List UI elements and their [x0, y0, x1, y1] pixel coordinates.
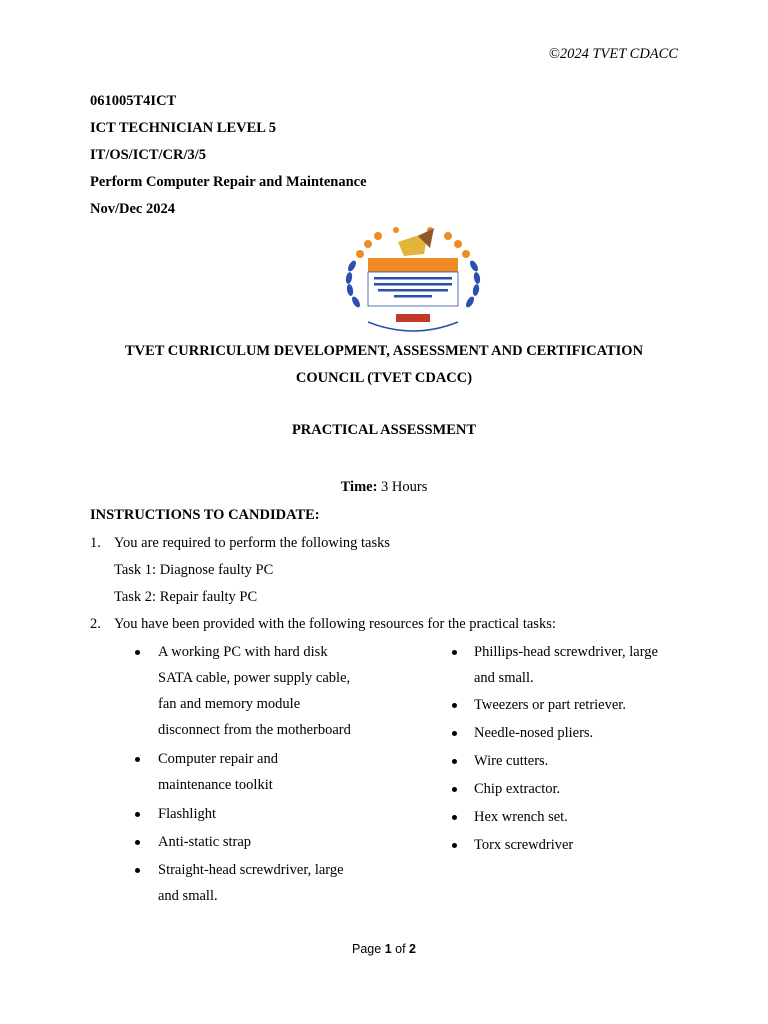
item-number: 2. — [90, 616, 101, 632]
council-title-line1: TVET CURRICULUM DEVELOPMENT, ASSESSMENT AND CERTIFICATION — [124, 343, 644, 359]
bullet-icon — [452, 843, 457, 848]
bullet-icon — [452, 759, 457, 764]
bullet-icon — [135, 840, 140, 845]
item-number: 1. — [90, 535, 101, 551]
item-text: You are required to perform the following tasks — [114, 535, 390, 551]
resource-item: and small. — [474, 670, 534, 686]
bullet-icon — [452, 815, 457, 820]
resource-item: fan and memory module — [158, 696, 301, 712]
course-code: 061005T4ICT — [90, 93, 177, 109]
exam-date: Nov/Dec 2024 — [90, 201, 175, 217]
bullet-icon — [135, 812, 140, 817]
bullet-icon — [135, 757, 140, 762]
resource-item: Wire cutters. — [474, 753, 549, 769]
resource-item: Straight-head screwdriver, large — [158, 862, 344, 878]
bullet-icon — [135, 650, 140, 655]
item-text: You have been provided with the following resources for the practical tasks: — [114, 616, 556, 632]
bullet-icon — [452, 731, 457, 736]
page-current: 1 — [384, 942, 392, 956]
bullet-icon — [452, 650, 457, 655]
bullet-icon — [452, 787, 457, 792]
task-item: Task 1: Diagnose faulty PC — [114, 562, 274, 578]
bullet-icon — [135, 868, 140, 873]
resource-item: Tweezers or part retriever. — [474, 697, 626, 713]
unit-code: IT/OS/ICT/CR/3/5 — [90, 147, 207, 163]
time-value: 3 Hours — [381, 479, 428, 495]
resource-item: disconnect from the motherboard — [158, 722, 351, 738]
page-prefix: Page — [352, 942, 385, 956]
resource-item: Anti-static strap — [158, 834, 252, 850]
resource-item: SATA cable, power supply cable, — [158, 670, 351, 686]
resource-item: Flashlight — [158, 806, 217, 822]
resource-item: Phillips-head screwdriver, large — [474, 644, 658, 660]
task-item: Task 2: Repair faulty PC — [114, 589, 258, 605]
resource-item: maintenance toolkit — [158, 777, 273, 793]
resource-item: Needle-nosed pliers. — [474, 725, 594, 741]
council-title-line2: COUNCIL (TVET CDACC) — [295, 370, 473, 386]
page-middle: of — [391, 942, 410, 956]
unit-title: Perform Computer Repair and Maintenance — [90, 174, 367, 190]
time-label: Time: — [340, 479, 378, 495]
resource-item: Computer repair and — [158, 751, 278, 767]
copyright-notice: ©2024 TVET CDACC — [548, 46, 678, 62]
resource-item: Torx screwdriver — [474, 837, 574, 853]
resource-item: Hex wrench set. — [474, 809, 568, 825]
tvet-cdacc-logo — [338, 222, 488, 334]
page-footer — [0, 942, 768, 956]
resource-item: and small. — [158, 888, 218, 904]
resource-item: A working PC with hard disk — [158, 644, 328, 660]
page-total: 2 — [409, 942, 416, 956]
bullet-icon — [452, 703, 457, 708]
instructions-heading: INSTRUCTIONS TO CANDIDATE: — [90, 507, 320, 523]
assessment-type: PRACTICAL ASSESSMENT — [291, 422, 477, 438]
course-level: ICT TECHNICIAN LEVEL 5 — [90, 120, 277, 136]
time-allowed — [0, 479, 768, 496]
resource-item: Chip extractor. — [474, 781, 561, 797]
